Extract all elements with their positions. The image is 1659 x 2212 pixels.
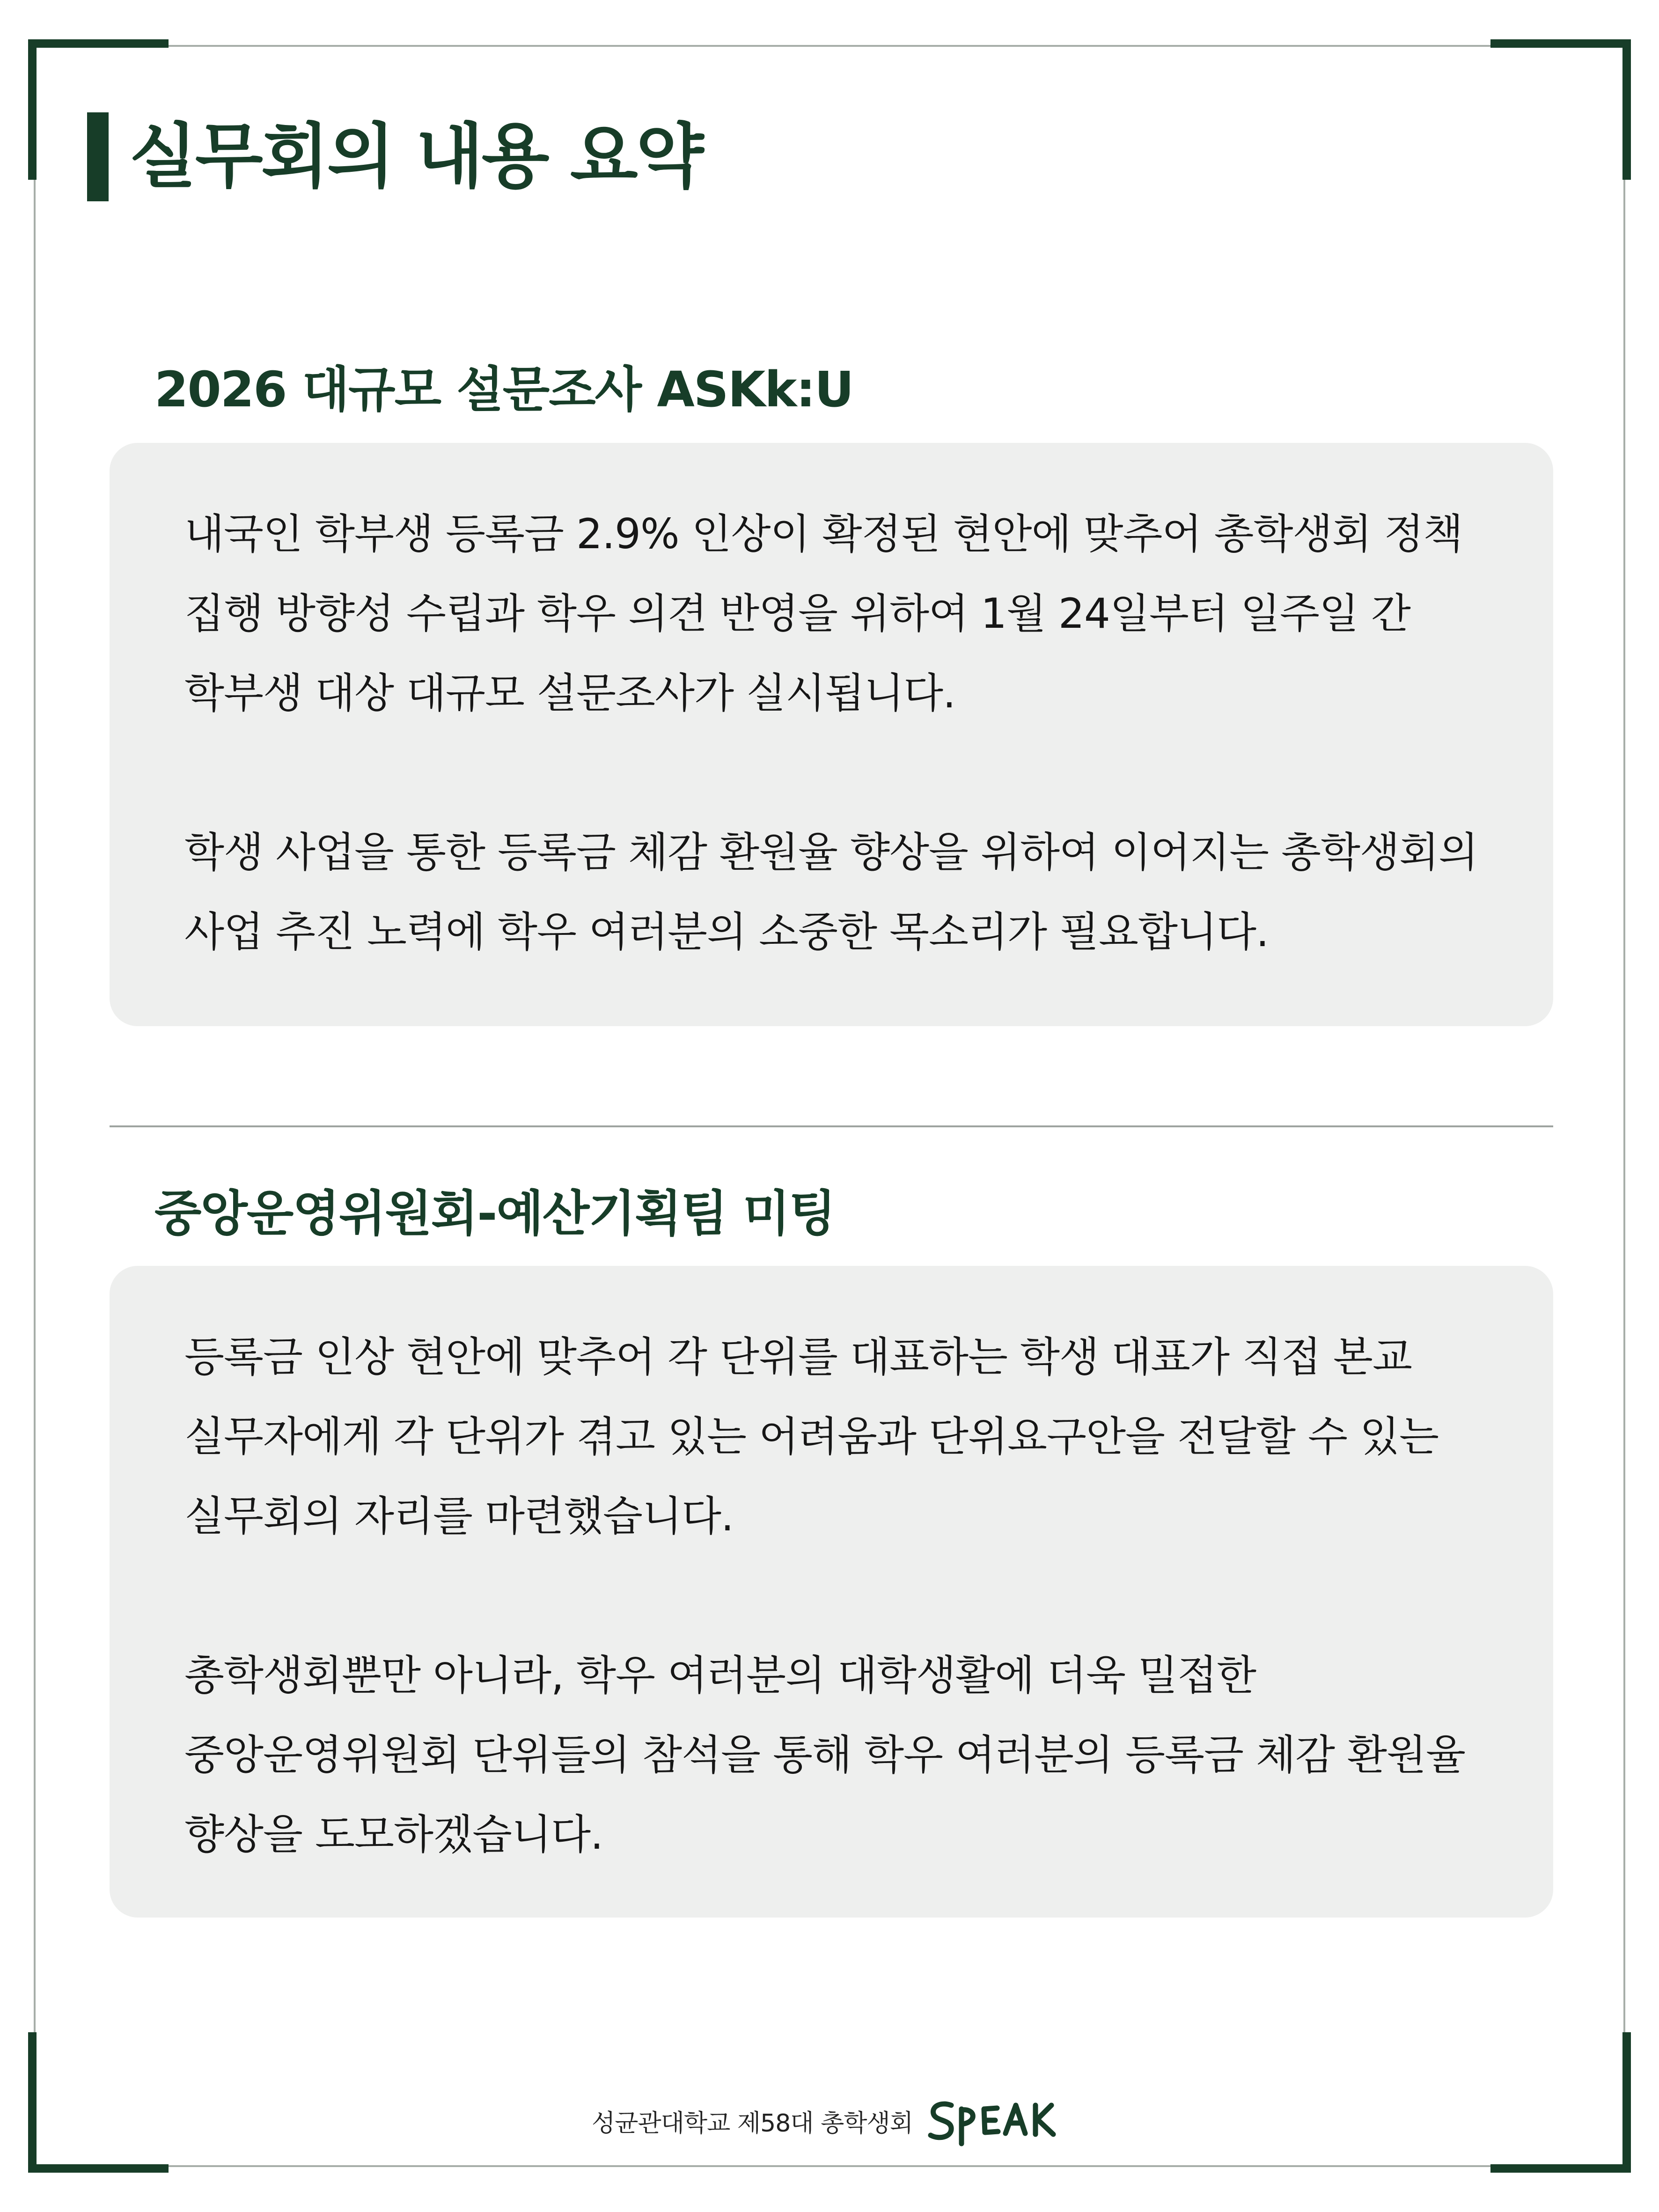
section-card-survey [110,443,1553,1026]
frame-top-line [34,45,1625,47]
speak-logo [927,2095,1067,2146]
footer [0,2088,1659,2153]
section-divider [110,1125,1553,1127]
frame-left-line [34,45,36,2167]
card-paragraph: 총학생회뿐만 아니라, 학우 여러분의 대학생활에 더욱 밀접한 중앙운영위원회 단위들의 참석을 통해 학우 여러분의 등록금 체감 환원율 향상을 도모하겠습니다. [184,1651,1466,1859]
footer-organization: 성균관대학교 제58대 총학생회 [591,2109,913,2138]
section-title-survey: 2026 대규모 설문조사 ASKk:U [154,361,853,418]
section-card-meeting [110,1266,1553,1918]
card-paragraph: 내국인 학부생 등록금 2.9% 인상이 확정된 현안에 맞추어 총학생회 정책 집행 방향성 수립과 학우 의견 반영을 위하여 1월 24일부터 일주일 간 학부생 대상 대규모 설문조사가 실시됩니다. [184,510,1463,717]
corner-top-right [1490,39,1631,180]
page-header [87,112,702,201]
frame-bottom-line [34,2165,1625,2167]
frame-right-line [1623,45,1625,2167]
section-title-meeting: 중앙운영위원회-예산기획팀 미팅 [154,1185,835,1242]
page-title: 실무회의 내용 요약 [129,116,702,198]
card-paragraph: 등록금 인상 현안에 맞추어 각 단위를 대표하는 학생 대표가 직접 본교 실무자에게 각 단위가 겪고 있는 어려움과 단위요구안을 전달할 수 있는 실무회의 자리를 마련했습니다. [184,1333,1439,1540]
card-paragraph: 학생 사업을 통한 등록금 체감 환원율 향상을 위하여 이어지는 총학생회의 사업 추진 노력에 학우 여러분의 소중한 목소리가 필요합니다. [184,828,1478,956]
title-accent-bar [87,112,109,201]
